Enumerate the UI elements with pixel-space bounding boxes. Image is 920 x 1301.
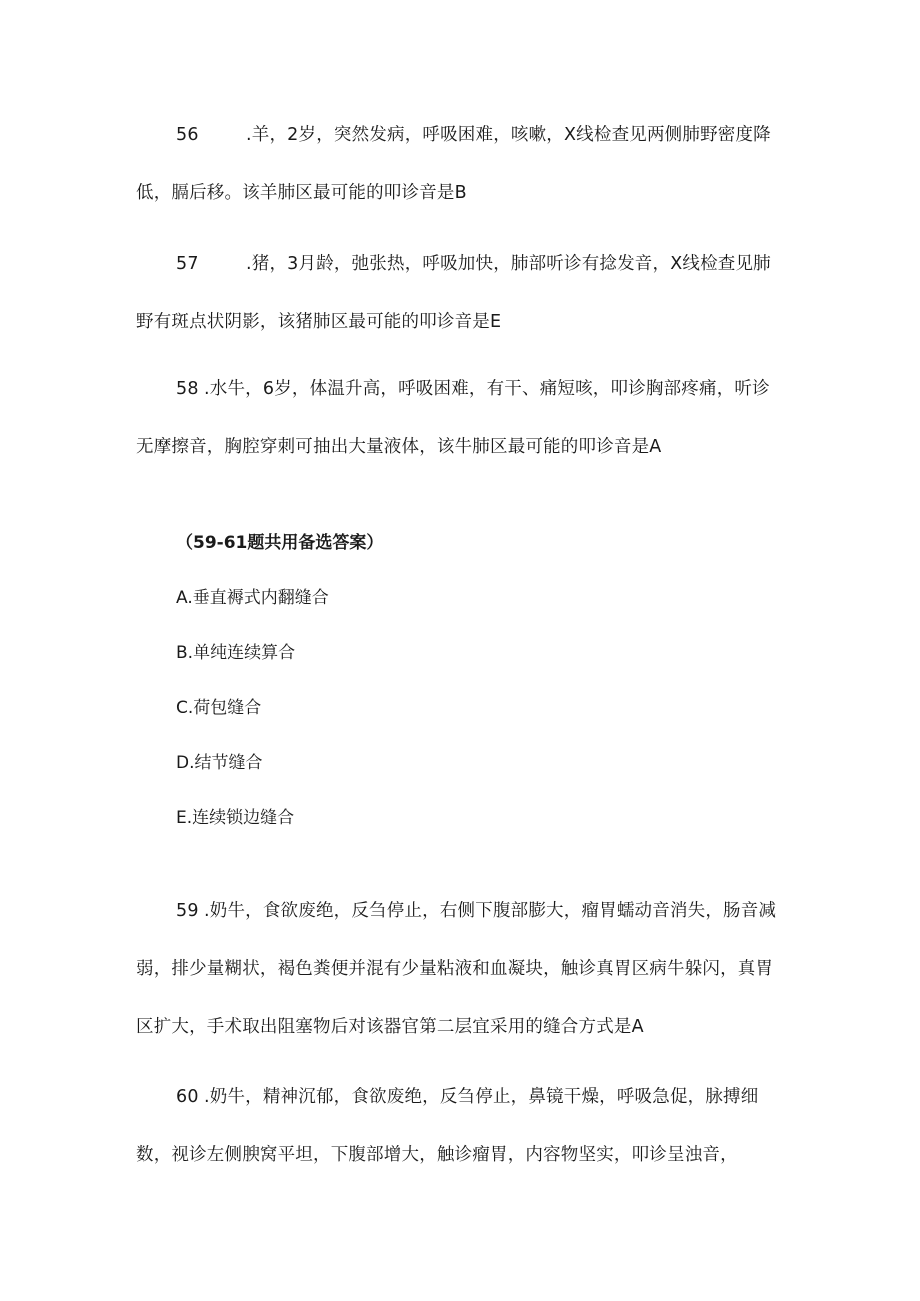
option-d: D.结节缝合 [176,753,263,773]
question-text: .水牛，6岁，体温升高，呼吸困难，有干、痛短咳，叩诊胸部疼痛，听诊无摩擦音，胸腔穿刺可抽出大量液体，该牛肺区最可能的叩诊音是A [136,379,770,457]
question-60 [136,1068,786,1184]
option-c: C.荷包缝合 [176,698,262,718]
question-59 [136,882,786,1056]
question-56 [136,106,786,222]
question-text: .奶牛，食欲废绝，反刍停止，右侧下腹部膨大，瘤胃蠕动音消失，肠音减弱，排少量糊状，褐色粪便并混有少量粘液和血凝块，触诊真胃区病牛躲闪，真胃区扩大，手术取出阻塞物后对该器官第二层宜采用的缝合方式是A [136,901,777,1037]
question-text: .奶牛，精神沉郁，食欲废绝，反刍停止，鼻镜干燥，呼吸急促，脉搏细数，视诊左侧腴窝平坦，下腹部增大，触诊瘤胃，内容物坚实，叩诊呈浊音， [136,1087,759,1165]
question-number: 56 [176,125,199,145]
option-b: B.单纯连续算合 [176,643,296,663]
option-a: A.垂直褥式内翻缝合 [176,588,329,608]
question-number: 60 [176,1087,199,1107]
question-58 [136,360,786,476]
option-e: E.连续锁边缝合 [176,808,295,828]
question-number: 58 [176,379,199,399]
question-57 [136,235,786,351]
question-number: 57 [176,254,199,274]
question-text: .猪，3月龄，弛张热，呼吸加快，肺部听诊有捻发音，X线检查见肺野有斑点状阴影，该猪肺区最可能的叩诊音是E [136,254,771,332]
shared-options-title: （59-61题共用备选答案） [176,533,384,553]
shared-options-list [176,578,329,853]
question-text: .羊，2岁，突然发病，呼吸困难，咳嗽，X线检查见两侧肺野密度降低，膈后移。该羊肺区最可能的叩诊音是B [136,125,771,203]
question-number: 59 [176,901,199,921]
